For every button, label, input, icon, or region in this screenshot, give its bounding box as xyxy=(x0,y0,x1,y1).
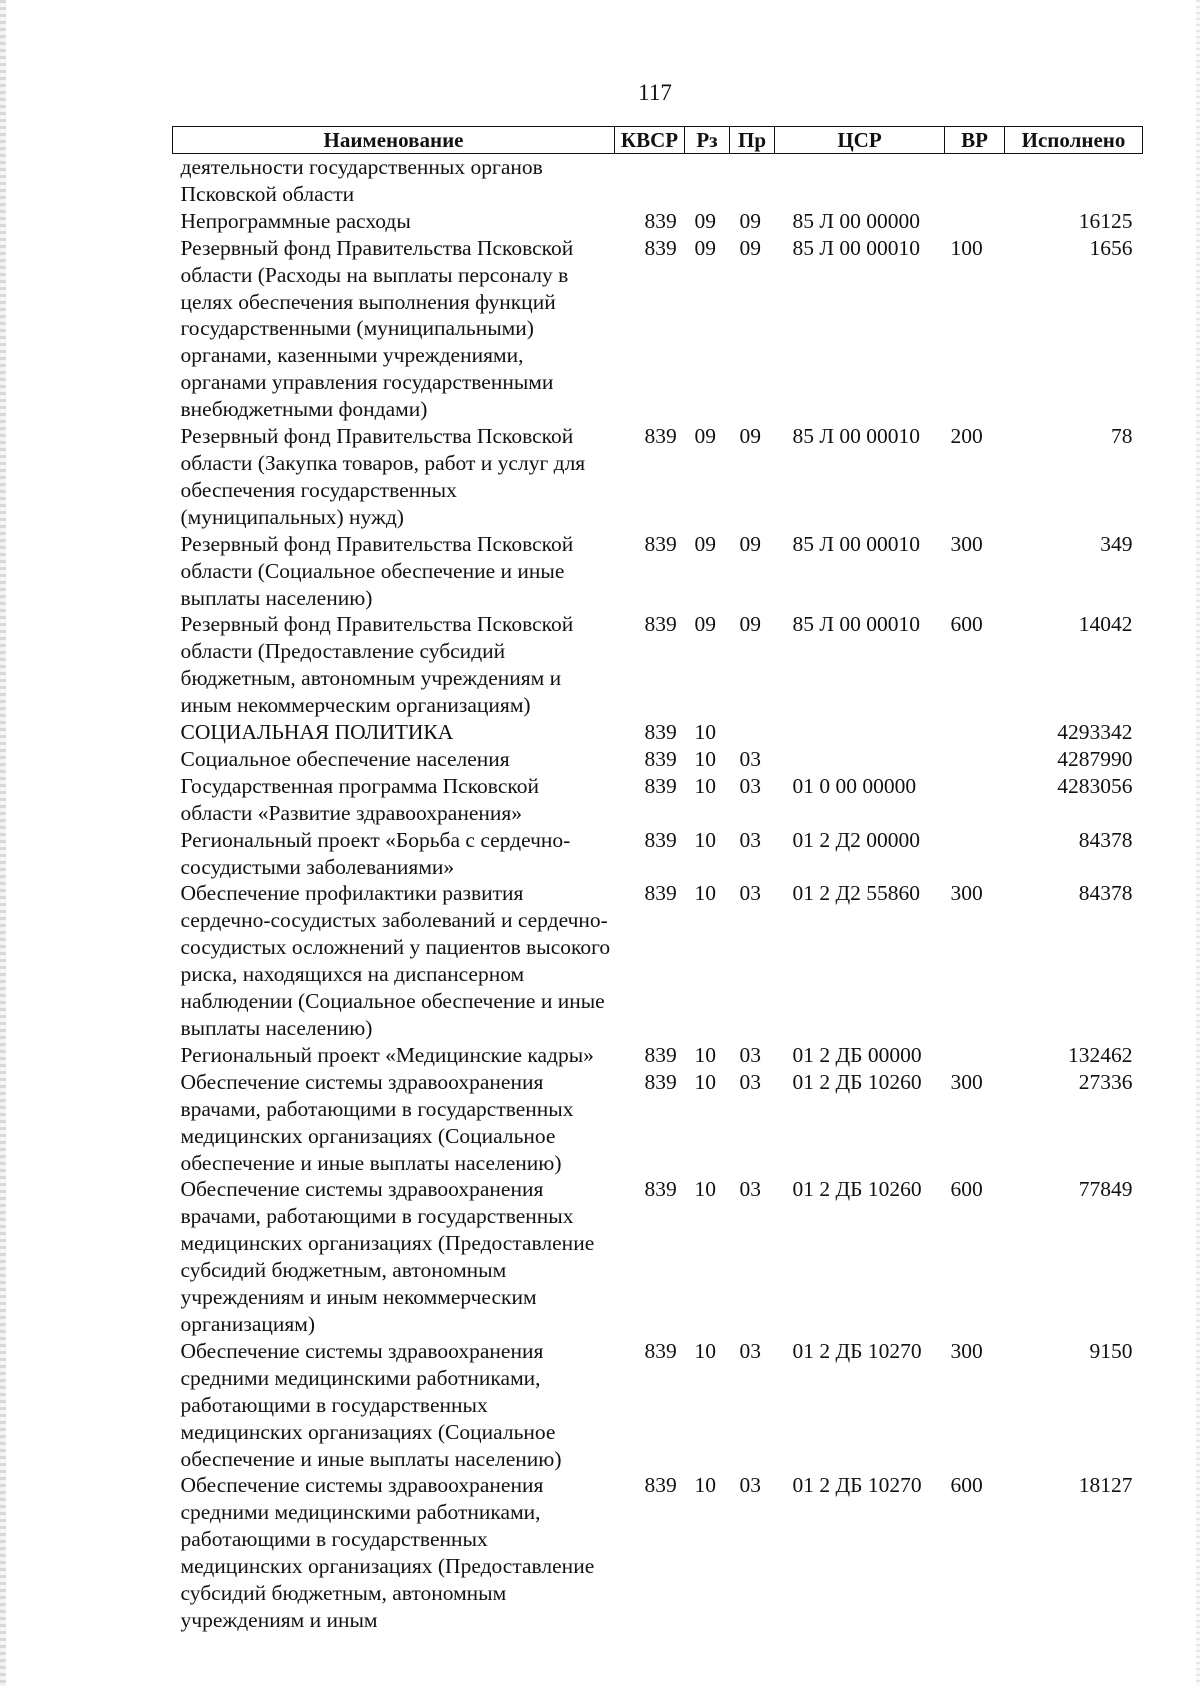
table-row xyxy=(173,531,1143,612)
row-name: Социальное обеспечение населения xyxy=(180,746,510,771)
row-amount xyxy=(1005,154,1143,208)
row-kvsr: 839 xyxy=(644,1042,677,1067)
table-row xyxy=(173,773,1143,827)
row-amount: 4287990 xyxy=(1057,746,1133,771)
row-vr xyxy=(945,719,1005,746)
table-row xyxy=(173,611,1143,719)
row-pr: 03 xyxy=(739,1042,761,1067)
row-amount: 132462 xyxy=(1068,1042,1133,1067)
row-name: Обеспечение системы здравоохранения средними медицинскими работниками, работающими в государственных медицинских организациях (Предоставление субсидий бюджетным, автономным учреждениям и иным xyxy=(180,1473,595,1632)
row-rz: 10 xyxy=(694,881,716,906)
row-rz: 09 xyxy=(694,208,716,233)
table-body xyxy=(173,154,1143,1634)
row-name: Региональный проект «Медицинские кадры» xyxy=(180,1042,594,1067)
row-vr: 600 xyxy=(950,1473,983,1498)
table-row xyxy=(173,1176,1143,1337)
row-kvsr xyxy=(615,154,685,208)
table-row xyxy=(173,719,1143,746)
header-vr: ВР xyxy=(945,127,1005,154)
row-rz xyxy=(685,154,730,208)
table-row xyxy=(173,880,1143,1041)
row-kvsr: 839 xyxy=(644,531,677,556)
row-name: Государственная программа Псковской области «Развитие здравоохранения» xyxy=(180,773,539,825)
row-rz: 09 xyxy=(694,531,716,556)
row-csr: 01 2 Д2 55860 xyxy=(792,881,921,906)
row-pr: 03 xyxy=(739,746,761,771)
table-row xyxy=(173,1069,1143,1177)
row-amount: 27336 xyxy=(1078,1069,1133,1094)
row-vr xyxy=(945,208,1005,235)
table-row xyxy=(173,746,1143,773)
row-csr xyxy=(775,154,945,208)
header-csr: ЦСР xyxy=(775,127,945,154)
row-csr xyxy=(775,746,945,773)
row-pr: 09 xyxy=(739,208,761,233)
row-csr: 01 2 ДБ 00000 xyxy=(792,1042,922,1067)
table-row xyxy=(173,1338,1143,1473)
row-name: Резервный фонд Правительства Псковской области (Расходы на выплаты персоналу в целях обеспечения выполнения функций государственными (муниципальными) органами, казенными учреждениями, органами управления государственными внебюджетными фондами) xyxy=(180,235,574,422)
scan-edge-right xyxy=(1196,0,1200,1686)
row-rz: 10 xyxy=(694,1042,716,1067)
row-name: Обеспечение системы здравоохранения врачами, работающими в государственных медицинских организациях (Социальное обеспечение и иные выплаты населению) xyxy=(180,1069,574,1175)
row-amount: 9150 xyxy=(1089,1338,1133,1363)
row-amount: 84378 xyxy=(1078,881,1133,906)
row-vr: 200 xyxy=(950,424,983,449)
row-amount: 14042 xyxy=(1078,612,1133,637)
row-kvsr: 839 xyxy=(644,235,677,260)
row-name: деятельности государственных органов Псковской области xyxy=(180,155,543,206)
row-csr: 01 2 ДБ 10260 xyxy=(792,1069,922,1094)
row-amount: 4283056 xyxy=(1057,773,1133,798)
row-kvsr: 839 xyxy=(644,612,677,637)
header-rz: Рз xyxy=(685,127,730,154)
row-amount: 77849 xyxy=(1078,1177,1133,1202)
row-csr: 85 Л 00 00010 xyxy=(792,235,920,260)
row-rz: 09 xyxy=(694,424,716,449)
row-pr xyxy=(730,154,775,208)
table-row xyxy=(173,208,1143,235)
row-kvsr: 839 xyxy=(644,1338,677,1363)
row-pr: 09 xyxy=(739,612,761,637)
row-csr xyxy=(775,719,945,746)
row-amount: 78 xyxy=(1111,424,1133,449)
row-kvsr: 839 xyxy=(644,720,677,745)
row-vr xyxy=(945,773,1005,827)
row-amount: 18127 xyxy=(1078,1473,1133,1498)
row-amount: 4293342 xyxy=(1057,720,1133,745)
row-vr: 600 xyxy=(950,1177,983,1202)
row-pr: 03 xyxy=(739,1473,761,1498)
row-csr: 01 0 00 00000 xyxy=(792,773,917,798)
row-rz: 09 xyxy=(694,612,716,637)
row-kvsr: 839 xyxy=(644,424,677,449)
header-kvsr: КВСР xyxy=(615,127,685,154)
row-name: Обеспечение системы здравоохранения врачами, работающими в государственных медицинских организациях (Предоставление субсидий бюджетным, автономным учреждениям и иным некоммерческим организациям) xyxy=(180,1177,595,1336)
row-vr xyxy=(945,827,1005,881)
row-pr xyxy=(730,719,775,746)
table-row xyxy=(173,423,1143,531)
row-pr: 03 xyxy=(739,1069,761,1094)
header-pr: Пр xyxy=(730,127,775,154)
row-kvsr: 839 xyxy=(644,881,677,906)
row-csr: 85 Л 00 00000 xyxy=(792,208,920,233)
row-rz: 10 xyxy=(694,1069,716,1094)
row-csr: 01 2 ДБ 10260 xyxy=(792,1177,922,1202)
table-row xyxy=(173,1042,1143,1069)
row-kvsr: 839 xyxy=(644,1177,677,1202)
row-rz: 09 xyxy=(694,235,716,260)
row-rz: 10 xyxy=(694,1338,716,1363)
row-vr: 600 xyxy=(950,612,983,637)
row-amount: 1656 xyxy=(1089,235,1133,260)
row-pr: 03 xyxy=(739,1177,761,1202)
row-csr: 01 2 ДБ 10270 xyxy=(792,1473,922,1498)
row-csr: 85 Л 00 00010 xyxy=(792,531,920,556)
row-rz: 10 xyxy=(694,827,716,852)
row-name: Резервный фонд Правительства Псковской области (Закупка товаров, работ и услуг для обеспечения государственных (муниципальных) нужд) xyxy=(180,424,586,529)
row-pr: 09 xyxy=(739,531,761,556)
row-vr xyxy=(945,746,1005,773)
row-vr xyxy=(945,154,1005,208)
row-csr: 85 Л 00 00010 xyxy=(792,612,920,637)
table-header-row xyxy=(173,127,1143,154)
row-csr: 85 Л 00 00010 xyxy=(792,424,920,449)
row-rz: 10 xyxy=(694,746,716,771)
row-name: Резервный фонд Правительства Псковской области (Предоставление субсидий бюджетным, автономным учреждениям и иным некоммерческим организациям) xyxy=(180,612,574,718)
row-amount: 84378 xyxy=(1078,827,1133,852)
header-name: Наименование xyxy=(173,127,615,154)
row-vr: 300 xyxy=(950,1069,983,1094)
row-kvsr: 839 xyxy=(644,1069,677,1094)
row-amount: 16125 xyxy=(1078,208,1133,233)
row-name: Обеспечение профилактики развития сердечно-сосудистых заболеваний и сердечно-сосудистых осложнений у пациентов высокого риска, находящихся на диспансерном наблюдении (Социальное обеспечение и иные выплаты населению) xyxy=(180,881,611,1040)
row-name: Резервный фонд Правительства Псковской области (Социальное обеспечение и иные выплаты населению) xyxy=(180,531,574,610)
row-kvsr: 839 xyxy=(644,773,677,798)
row-vr: 100 xyxy=(950,235,983,260)
budget-table xyxy=(172,126,1143,1634)
row-rz: 10 xyxy=(694,1177,716,1202)
row-name: Обеспечение системы здравоохранения средними медицинскими работниками, работающими в государственных медицинских организациях (Социальное обеспечение и иные выплаты населению) xyxy=(180,1338,562,1471)
scan-edge-left xyxy=(0,0,6,1686)
row-pr: 09 xyxy=(739,235,761,260)
table-row xyxy=(173,235,1143,423)
row-rz: 10 xyxy=(694,1473,716,1498)
table-row xyxy=(173,827,1143,881)
row-pr: 03 xyxy=(739,881,761,906)
table-row xyxy=(173,1472,1143,1633)
row-name: Непрограммные расходы xyxy=(180,208,411,233)
row-rz: 10 xyxy=(694,773,716,798)
row-amount: 349 xyxy=(1100,531,1133,556)
row-vr: 300 xyxy=(950,531,983,556)
table-row xyxy=(173,154,1143,208)
row-pr: 09 xyxy=(739,424,761,449)
row-kvsr: 839 xyxy=(644,746,677,771)
row-pr: 03 xyxy=(739,827,761,852)
budget-table-container xyxy=(172,126,1142,1634)
row-pr: 03 xyxy=(739,773,761,798)
row-vr: 300 xyxy=(950,881,983,906)
row-csr: 01 2 ДБ 10270 xyxy=(792,1338,922,1363)
row-name: СОЦИАЛЬНАЯ ПОЛИТИКА xyxy=(180,720,454,745)
header-amount: Исполнено xyxy=(1005,127,1143,154)
row-pr: 03 xyxy=(739,1338,761,1363)
row-kvsr: 839 xyxy=(644,827,677,852)
row-kvsr: 839 xyxy=(644,1473,677,1498)
page-number: 117 xyxy=(638,80,672,105)
row-rz: 10 xyxy=(694,720,716,745)
row-vr xyxy=(945,1042,1005,1069)
row-name: Региональный проект «Борьба с сердечно-сосудистыми заболеваниями» xyxy=(180,827,571,879)
row-vr: 300 xyxy=(950,1338,983,1363)
row-csr: 01 2 Д2 00000 xyxy=(792,827,921,852)
row-kvsr: 839 xyxy=(644,208,677,233)
